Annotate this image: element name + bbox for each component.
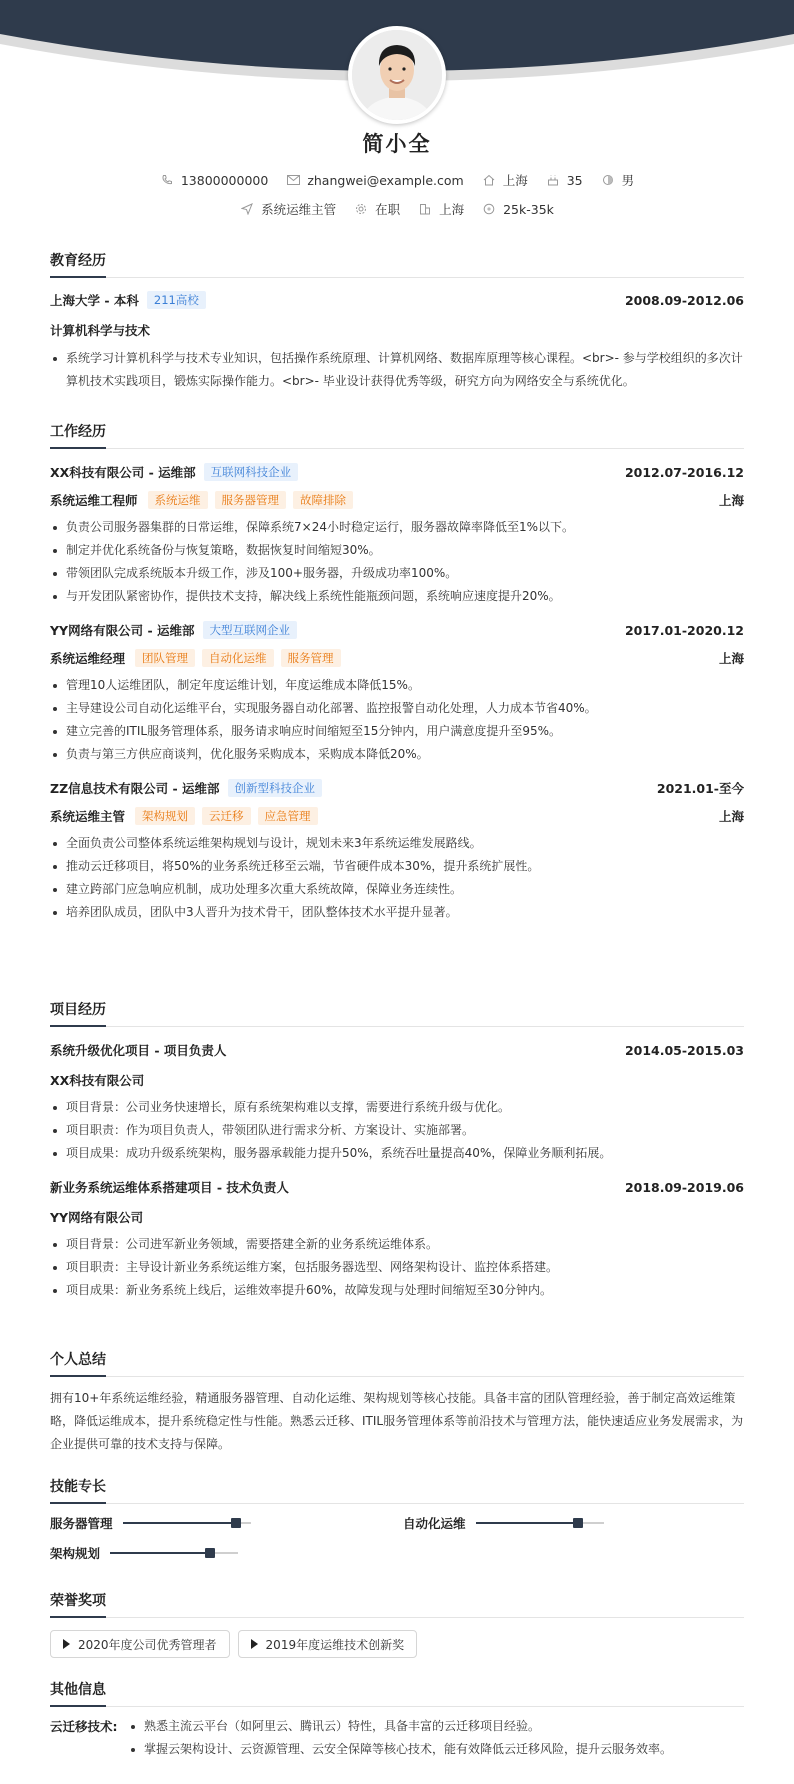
project-date: 2014.05-2015.03 bbox=[624, 1042, 744, 1058]
skill-fill bbox=[123, 1522, 236, 1524]
job-date: 2021.01-至今 bbox=[656, 781, 744, 796]
phone-icon bbox=[160, 173, 174, 187]
age-text: 35 bbox=[566, 172, 583, 188]
project-2 bbox=[50, 1175, 744, 1302]
job-role-row bbox=[50, 488, 744, 512]
summary-text: 拥有10+年系统运维经验，精通服务器管理、自动化运维、架构规划等核心技能。具备丰富的团队管理经验，善于制定高效运维策略，降低运维成本，提升系统稳定性与性能。熟悉云迁移、ITIL服务管理体系等前沿技术与管理方法，能快速适应业务发展需求，为企业提供可靠的技术支持与保障。 bbox=[50, 1391, 744, 1451]
job-role: 系统运维工程师 bbox=[50, 493, 138, 508]
skill-knob bbox=[573, 1518, 583, 1528]
list-item: 项目背景：公司业务快速增长，原有系统架构难以支撑，需要进行系统升级与优化。 bbox=[50, 1096, 744, 1119]
company-tag: 大型互联网企业 bbox=[203, 621, 298, 639]
company-tag: 互联网科技企业 bbox=[204, 463, 299, 481]
project-name: 新业务系统运维体系搭建项目 - 技术负责人 bbox=[50, 1180, 289, 1195]
send-icon bbox=[240, 202, 254, 216]
skill-fill bbox=[476, 1522, 578, 1524]
contact-row bbox=[0, 171, 794, 189]
list-item: 全面负责公司整体系统运维架构规划与设计，规划未来3年系统运维发展路线。 bbox=[50, 832, 744, 855]
job-header bbox=[50, 460, 744, 484]
skill-tag: 团队管理 bbox=[135, 649, 195, 667]
skills-section bbox=[50, 1476, 744, 1566]
job-role-row bbox=[50, 646, 744, 670]
list-item: 建立完善的ITIL服务管理体系，服务请求响应时间缩短至15分钟内，用户满意度提升至95%。 bbox=[50, 720, 744, 743]
email-item bbox=[286, 173, 463, 188]
other-title: 其他信息 bbox=[50, 1679, 744, 1707]
skill-bar bbox=[110, 1552, 238, 1554]
project-company: XX科技有限公司 bbox=[50, 1073, 145, 1088]
skill-item bbox=[403, 1514, 604, 1532]
education-header bbox=[50, 288, 744, 312]
position-text: 系统运维主管 bbox=[261, 202, 337, 217]
projects-title: 项目经历 bbox=[50, 999, 744, 1027]
list-item: 建立跨部门应急响应机制，成功处理多次重大系统故障，保障业务连续性。 bbox=[50, 878, 744, 901]
company-name: ZZ信息技术有限公司 - 运维部 bbox=[50, 781, 220, 796]
skill-tag: 系统运维 bbox=[148, 491, 208, 509]
skill-tag: 云迁移 bbox=[202, 807, 251, 825]
list-item: 主导建设公司自动化运维平台，实现服务器自动化部署、监控报警自动化处理，人力成本节省40%。 bbox=[50, 697, 744, 720]
job-header bbox=[50, 776, 744, 800]
skill-bar bbox=[476, 1522, 604, 1524]
project-header bbox=[50, 1175, 744, 1199]
job-role-row bbox=[50, 804, 744, 828]
list-item: 管理10人运维团队，制定年度运维计划，年度运维成本降低15%。 bbox=[50, 674, 744, 697]
skills-title: 技能专长 bbox=[50, 1476, 744, 1504]
project-name: 系统升级优化项目 - 项目负责人 bbox=[50, 1043, 227, 1058]
avatar bbox=[348, 26, 446, 124]
list-item: 项目职责：作为项目负责人，带领团队进行需求分析、方案设计、实施部署。 bbox=[50, 1119, 744, 1142]
email-text: zhangwei@example.com bbox=[307, 172, 464, 188]
job-city: 上海 bbox=[718, 493, 744, 508]
list-item: 推动云迁移项目，将50%的业务系统迁移至云端，节省硬件成本30%，提升系统扩展性。 bbox=[50, 855, 744, 878]
job-city: 上海 bbox=[718, 651, 744, 666]
skill-tag: 服务管理 bbox=[281, 649, 341, 667]
phone-text: 13800000000 bbox=[180, 172, 269, 188]
project-company-row bbox=[50, 1205, 744, 1229]
skill-tag: 服务器管理 bbox=[215, 491, 287, 509]
expected-city-text: 上海 bbox=[439, 202, 465, 217]
skill-item bbox=[50, 1514, 251, 1532]
major-row bbox=[50, 318, 744, 342]
candidate-name: 简小全 bbox=[362, 132, 432, 156]
mail-icon bbox=[286, 173, 300, 187]
other-row bbox=[50, 1715, 744, 1761]
avatar-portrait bbox=[352, 30, 442, 120]
project-company-row bbox=[50, 1068, 744, 1092]
list-item: 掌握云架构设计、云资源管理、云安全保障等核心技术，能有效降低云迁移风险，提升云服务效率。 bbox=[128, 1738, 672, 1761]
skill-tag: 架构规划 bbox=[135, 807, 195, 825]
education-bullets bbox=[50, 347, 744, 393]
award-item bbox=[238, 1630, 418, 1658]
other-section bbox=[50, 1679, 744, 1761]
skill-name: 架构规划 bbox=[50, 1546, 101, 1561]
city-text: 上海 bbox=[502, 173, 528, 188]
skill-tag: 自动化运维 bbox=[202, 649, 274, 667]
company-tag: 创新型科技企业 bbox=[228, 779, 323, 797]
summary-title: 个人总结 bbox=[50, 1349, 744, 1377]
age-item bbox=[546, 173, 583, 188]
list-item: 项目背景：公司进军新业务领域，需要搭建全新的业务系统运维体系。 bbox=[50, 1233, 744, 1256]
education-section bbox=[50, 250, 744, 393]
job-role: 系统运维经理 bbox=[50, 651, 126, 666]
job-city: 上海 bbox=[718, 809, 744, 824]
skill-tag: 故障排除 bbox=[293, 491, 353, 509]
status-text: 在职 bbox=[375, 202, 401, 217]
award-text: 2019年度运维技术创新奖 bbox=[265, 1637, 405, 1652]
summary-section bbox=[50, 1349, 744, 1456]
job-3 bbox=[50, 776, 744, 924]
salary-item bbox=[482, 202, 554, 217]
city-item bbox=[482, 171, 528, 189]
job-bullets bbox=[50, 832, 744, 924]
job-bullets bbox=[50, 516, 744, 608]
job-bullets bbox=[50, 674, 744, 766]
project-bullets bbox=[50, 1096, 744, 1165]
expected-city-item bbox=[418, 200, 464, 218]
phone-item bbox=[160, 173, 268, 188]
project-company: YY网络有限公司 bbox=[50, 1210, 144, 1225]
work-section bbox=[50, 421, 744, 924]
job-intent-row bbox=[0, 200, 794, 218]
work-title: 工作经历 bbox=[50, 421, 744, 449]
company-name: YY网络有限公司 - 运维部 bbox=[50, 623, 195, 638]
play-icon bbox=[63, 1639, 70, 1649]
company-name: XX科技有限公司 - 运维部 bbox=[50, 465, 196, 480]
awards-section bbox=[50, 1590, 744, 1658]
list-item: 系统学习计算机科学与技术专业知识，包括操作系统原理、计算机网络、数据库原理等核心课程。<br>- 参与学校组织的多次计算机技术实践项目，锻炼实际操作能力。<br>- 毕业设计获得优秀等级，研究方向为网络安全与系统优化。 bbox=[50, 347, 744, 393]
age-icon bbox=[546, 173, 560, 187]
salary-text: 25k-35k bbox=[503, 201, 554, 217]
projects-section bbox=[50, 999, 744, 1302]
job-role: 系统运维主管 bbox=[50, 809, 126, 824]
gender-item bbox=[601, 171, 635, 189]
other-bullets bbox=[128, 1715, 672, 1761]
skill-fill bbox=[110, 1552, 210, 1554]
job-header bbox=[50, 618, 744, 642]
job-date: 2012.07-2016.12 bbox=[624, 464, 744, 480]
list-item: 项目成果：新业务系统上线后，运维效率提升60%，故障发现与处理时间缩短至30分钟内。 bbox=[50, 1279, 744, 1302]
position-item bbox=[240, 200, 336, 218]
project-1 bbox=[50, 1038, 744, 1165]
awards-list bbox=[50, 1630, 744, 1658]
school-name: 上海大学 - 本科 bbox=[50, 293, 139, 308]
gear-icon bbox=[354, 202, 368, 216]
school-tag: 211高校 bbox=[147, 291, 206, 309]
list-item: 培养团队成员，团队中3人晋升为技术骨干，团队整体技术水平提升显著。 bbox=[50, 901, 744, 924]
list-item: 熟悉主流云平台（如阿里云、腾讯云）特性，具备丰富的云迁移项目经验。 bbox=[128, 1715, 672, 1738]
award-item bbox=[50, 1630, 230, 1658]
skill-knob bbox=[231, 1518, 241, 1528]
home-icon bbox=[482, 173, 496, 187]
gender-icon bbox=[601, 173, 615, 187]
list-item: 带领团队完成系统版本升级工作，涉及100+服务器，升级成功率100%。 bbox=[50, 562, 744, 585]
other-label: 云迁移技术: bbox=[50, 1719, 118, 1734]
play-icon bbox=[251, 1639, 258, 1649]
list-item: 项目职责：主导设计新业务系统运维方案，包括服务器选型、网络架构设计、监控体系搭建。 bbox=[50, 1256, 744, 1279]
project-date: 2018.09-2019.06 bbox=[624, 1179, 744, 1195]
list-item: 负责与第三方供应商谈判，优化服务采购成本，采购成本降低20%。 bbox=[50, 743, 744, 766]
skill-knob bbox=[205, 1548, 215, 1558]
skill-item bbox=[50, 1544, 238, 1562]
education-date: 2008.09-2012.06 bbox=[624, 292, 744, 308]
project-header bbox=[50, 1038, 744, 1062]
list-item: 制定并优化系统备份与恢复策略，数据恢复时间缩短30%。 bbox=[50, 539, 744, 562]
award-text: 2020年度公司优秀管理者 bbox=[78, 1637, 217, 1652]
job-date: 2017.01-2020.12 bbox=[624, 622, 744, 638]
skill-name: 自动化运维 bbox=[403, 1516, 466, 1531]
list-item: 与开发团队紧密协作，提供技术支持，解决线上系统性能瓶颈问题，系统响应速度提升20%。 bbox=[50, 585, 744, 608]
salary-icon bbox=[482, 202, 496, 216]
job-1 bbox=[50, 460, 744, 608]
awards-title: 荣誉奖项 bbox=[50, 1590, 744, 1618]
list-item: 项目成果：成功升级系统架构，服务器承载能力提升50%，系统吞吐量提高40%，保障业务顺利拓展。 bbox=[50, 1142, 744, 1165]
building-icon bbox=[418, 202, 432, 216]
list-item: 负责公司服务器集群的日常运维，保障系统7×24小时稳定运行，服务器故障率降低至1%以下。 bbox=[50, 516, 744, 539]
gender-text: 男 bbox=[621, 173, 635, 188]
skill-tag: 应急管理 bbox=[258, 807, 318, 825]
major: 计算机科学与技术 bbox=[50, 323, 151, 338]
education-title: 教育经历 bbox=[50, 250, 744, 278]
status-item bbox=[354, 200, 400, 218]
skill-bar bbox=[123, 1522, 251, 1524]
project-bullets bbox=[50, 1233, 744, 1302]
job-2 bbox=[50, 618, 744, 766]
skill-name: 服务器管理 bbox=[50, 1516, 113, 1531]
